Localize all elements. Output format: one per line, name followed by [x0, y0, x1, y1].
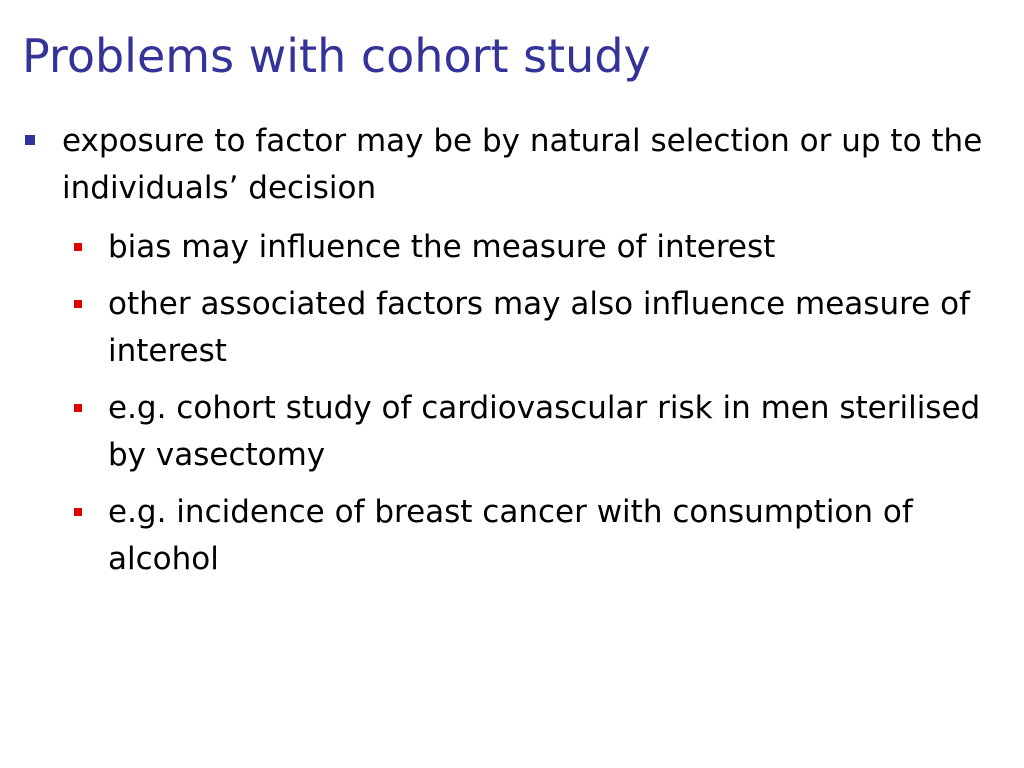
square-bullet-icon — [74, 243, 82, 251]
bullet-item — [22, 118, 1002, 212]
slide-body — [22, 118, 1002, 593]
sub-bullet-text: e.g. incidence of breast cancer with consumption of alcohol — [108, 494, 913, 577]
sub-bullet-item — [22, 224, 1002, 271]
square-bullet-icon — [25, 135, 35, 145]
sub-bullet-text: e.g. cohort study of cardiovascular risk in men sterilised by vasectomy — [108, 390, 981, 473]
square-bullet-icon — [74, 508, 82, 516]
sub-bullet-text: bias may influence the measure of interest — [108, 229, 776, 265]
sub-bullet-item — [22, 489, 1002, 583]
square-bullet-icon — [74, 404, 82, 412]
sub-bullet-item — [22, 385, 1002, 479]
bullet-text: exposure to factor may be by natural selection or up to the individuals’ decision — [62, 123, 983, 206]
square-bullet-icon — [74, 300, 82, 308]
sub-bullet-item — [22, 281, 1002, 375]
slide-title: Problems with cohort study — [22, 29, 651, 83]
sub-bullet-text: other associated factors may also influence measure of interest — [108, 286, 970, 369]
